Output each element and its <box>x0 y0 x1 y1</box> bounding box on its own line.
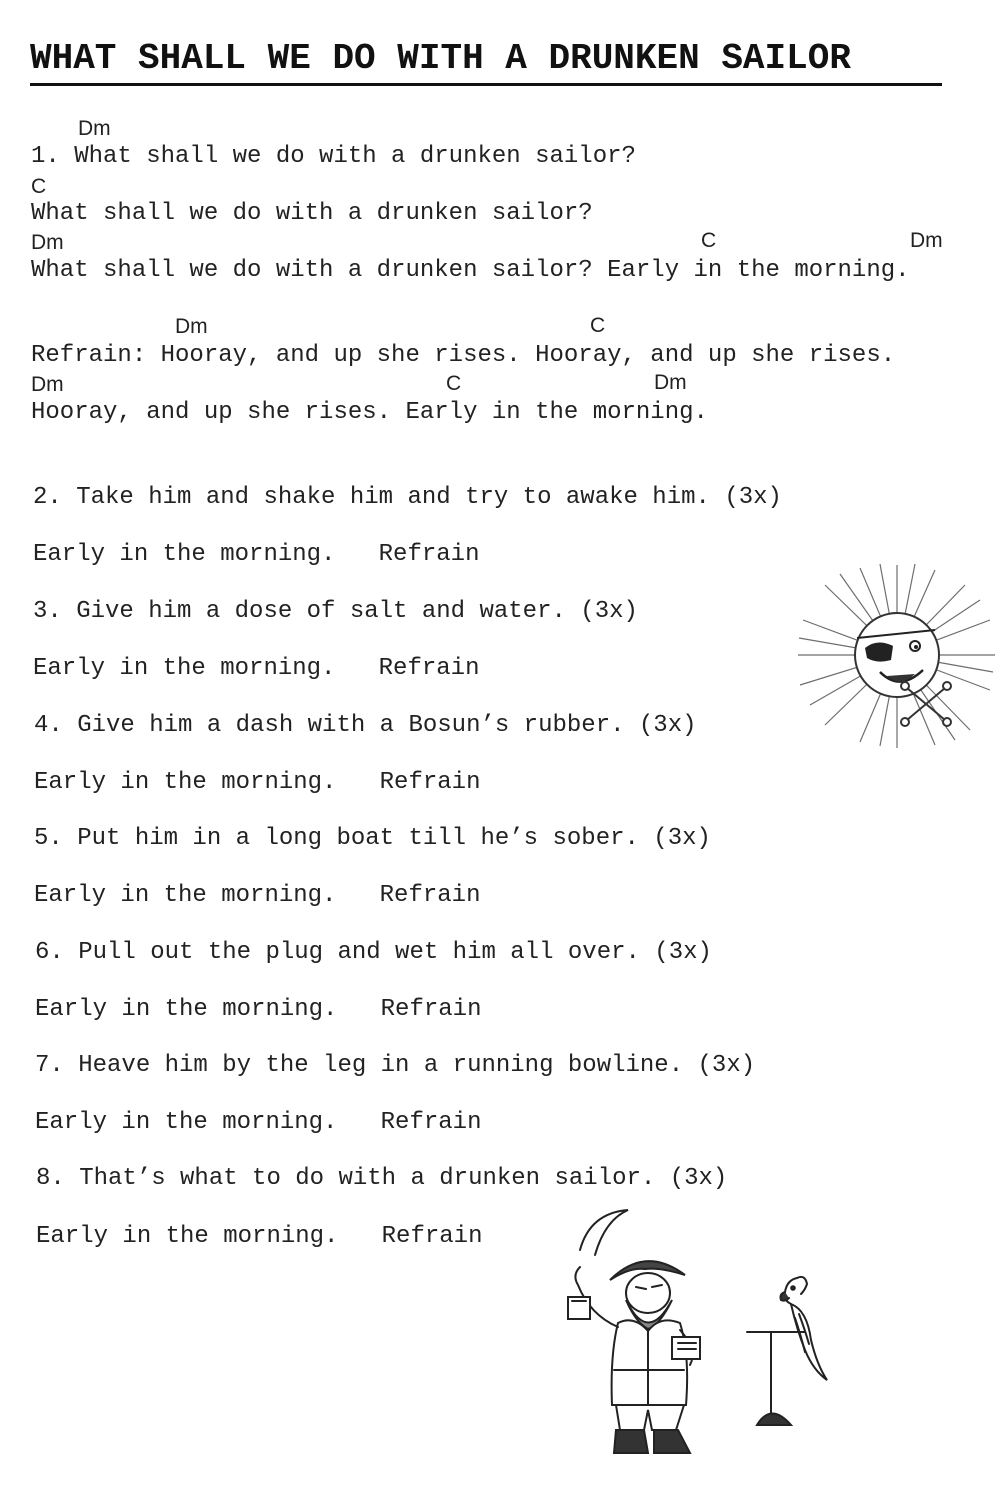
page-title: WHAT SHALL WE DO WITH A DRUNKEN SAILOR <box>30 38 851 79</box>
response-line: Early in the morning. Refrain <box>35 996 482 1023</box>
verse-line: 3. Give him a dose of salt and water. (3x) <box>33 598 638 625</box>
response-line: Early in the morning. Refrain <box>34 882 481 909</box>
chord: C <box>701 229 717 252</box>
verse-line: 8. That’s what to do with a drunken sailor. (3x) <box>36 1165 728 1192</box>
response-line: Early in the morning. Refrain <box>33 655 480 682</box>
pirate-sailor-icon <box>550 1205 720 1460</box>
verse-1-line-1: 1. What shall we do with a drunken sailor? <box>31 143 636 170</box>
chord: Dm <box>910 229 943 252</box>
verse-1-line-3: What shall we do with a drunken sailor? Early in the morning. <box>31 257 910 284</box>
verse-line: 7. Heave him by the leg in a running bowline. (3x) <box>35 1052 756 1079</box>
refrain-line-1: Refrain: Hooray, and up she rises. Hooray, and up she rises. <box>31 342 896 369</box>
chord: Dm <box>78 117 111 140</box>
sun-pirate-icon <box>795 560 1000 750</box>
chord: Dm <box>31 231 64 254</box>
chord: C <box>590 314 606 337</box>
verse-line: 4. Give him a dash with a Bosun’s rubber. (3x) <box>34 712 697 739</box>
response-line: Early in the morning. Refrain <box>35 1109 482 1136</box>
chord: Dm <box>31 373 64 396</box>
chord: C <box>31 175 47 198</box>
chord: C <box>446 372 462 395</box>
verse-line: 5. Put him in a long boat till he’s sober. (3x) <box>34 825 711 852</box>
title-underline <box>30 83 942 86</box>
response-line: Early in the morning. Refrain <box>33 541 480 568</box>
verse-line: 2. Take him and shake him and try to awake him. (3x) <box>33 484 782 511</box>
response-line: Early in the morning. Refrain <box>36 1223 483 1250</box>
response-line: Early in the morning. Refrain <box>34 769 481 796</box>
verse-1-line-2: What shall we do with a drunken sailor? <box>31 200 593 227</box>
parrot-on-perch-icon <box>735 1270 845 1440</box>
chord: Dm <box>175 315 208 338</box>
verse-line: 6. Pull out the plug and wet him all over. (3x) <box>35 939 712 966</box>
refrain-line-2: Hooray, and up she rises. Early in the morning. <box>31 399 708 426</box>
chord: Dm <box>654 371 687 394</box>
